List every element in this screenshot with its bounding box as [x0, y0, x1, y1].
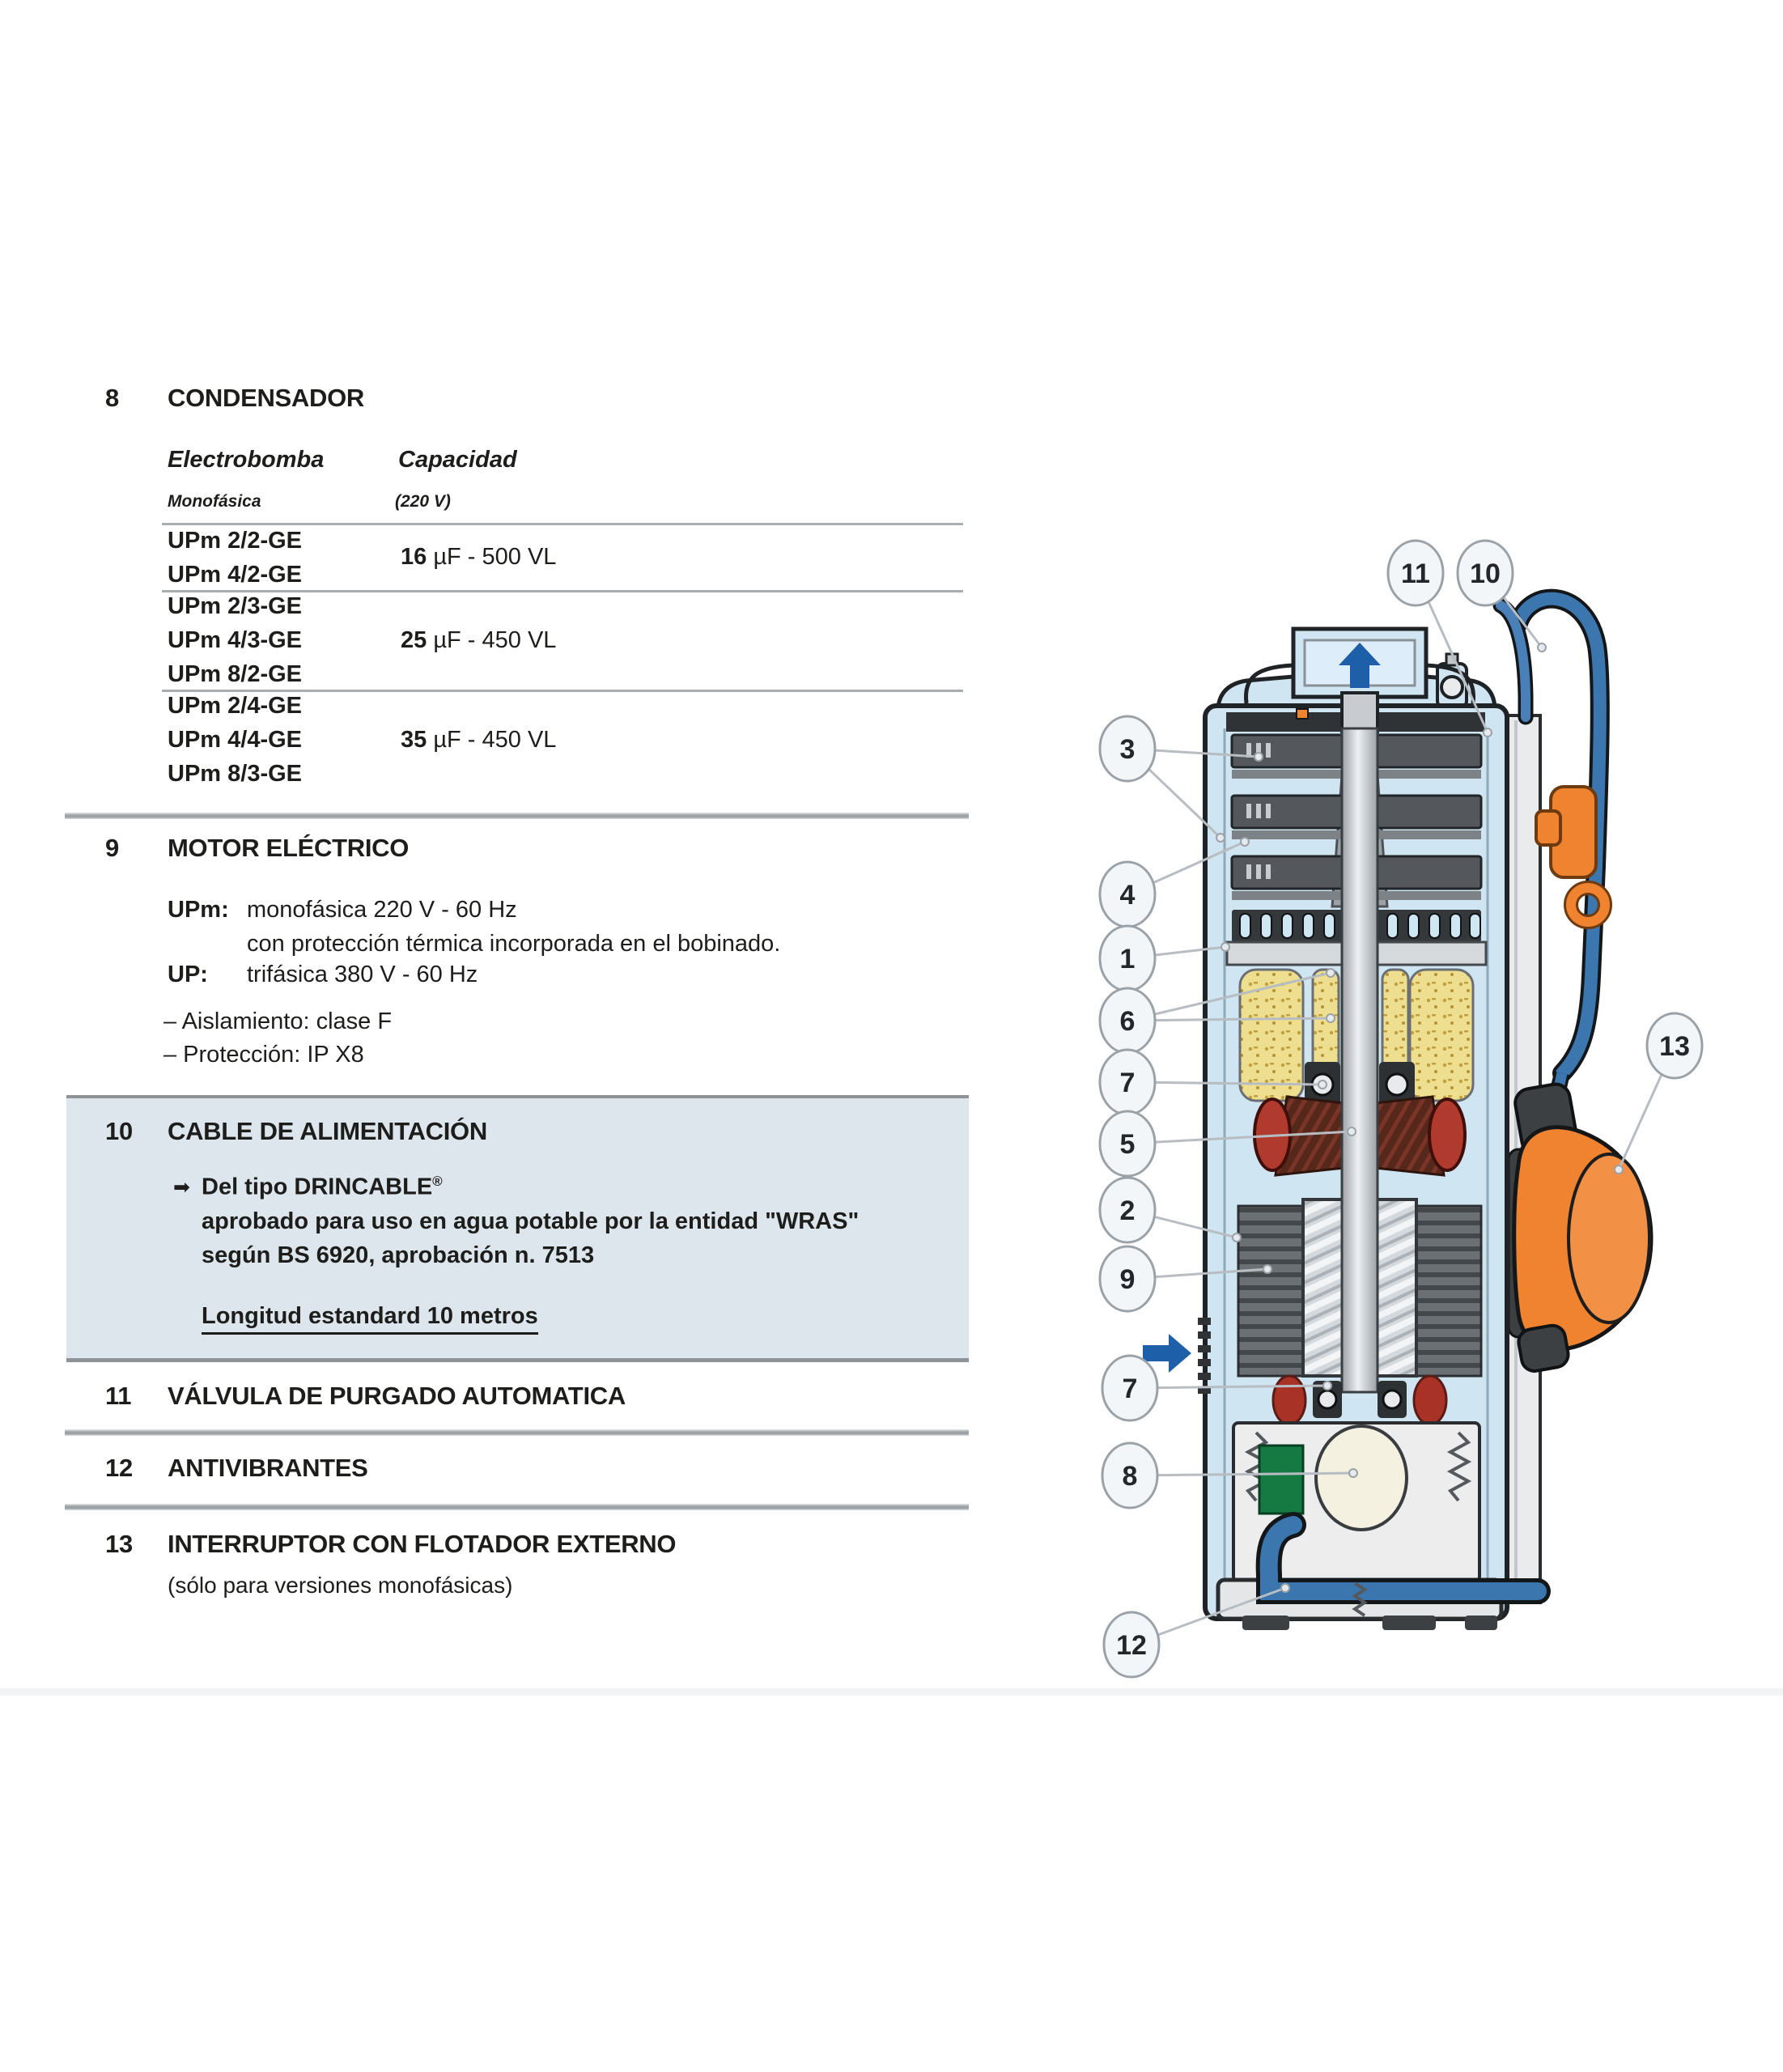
motor-upm-text: monofásica 220 V - 60 Hz	[247, 897, 517, 923]
callout-target-dot	[1318, 1081, 1327, 1089]
motor-upm-cont: con protección térmica incorporada en el bobinado.	[247, 931, 781, 957]
pump-model: UPm 2/2-GE	[168, 528, 302, 554]
pump-cutaway-diagram	[1085, 526, 1751, 1708]
table-rule	[162, 690, 963, 692]
section-8-heading	[105, 384, 364, 413]
motor-insulation: – Aislamiento: clase F	[163, 1008, 393, 1034]
pump-model: UPm 4/3-GE	[168, 627, 302, 653]
section-divider	[65, 813, 969, 819]
capacitor	[1316, 1426, 1407, 1530]
callout-target-dot	[1327, 969, 1335, 977]
table-subheader-voltage: (220 V)	[395, 492, 451, 511]
section-10-heading	[105, 1117, 487, 1146]
callout-number-8: 8	[1122, 1461, 1138, 1492]
section-number: 10	[105, 1117, 133, 1145]
callout-number-4: 4	[1119, 880, 1136, 911]
pump-model: UPm 4/2-GE	[168, 562, 302, 588]
section-9-heading	[105, 834, 409, 863]
arrow-bullet-icon: ➡	[173, 1176, 190, 1199]
callout-target-dot	[1233, 1233, 1241, 1242]
callout-number-2: 2	[1119, 1195, 1136, 1226]
section-12-heading	[105, 1454, 368, 1483]
callout-target-dot	[1281, 1584, 1289, 1592]
callout-number-3: 3	[1119, 734, 1136, 765]
callout-target-dot	[1263, 1265, 1271, 1273]
section-divider	[65, 1429, 969, 1436]
section-number: 12	[105, 1454, 133, 1482]
callout-target-dot	[1216, 834, 1225, 842]
pump-model: UPm 8/3-GE	[168, 761, 302, 787]
callout-target-dot	[1349, 1469, 1357, 1477]
callout-number-11: 11	[1401, 558, 1430, 589]
pump-model: UPm 8/2-GE	[168, 661, 302, 687]
capacitance-value: 35 µF - 450 VL	[401, 727, 557, 753]
section-11-heading	[105, 1382, 626, 1411]
motor-upm-label: UPm:	[168, 897, 229, 923]
shaft-nut	[1342, 693, 1378, 732]
section-number: 8	[105, 384, 119, 412]
callout-target-dot	[1254, 753, 1263, 761]
callout-target-dot	[1348, 1127, 1356, 1136]
capacitance-value: 25 µF - 450 VL	[401, 627, 557, 653]
callout-target-dot	[1323, 1382, 1331, 1390]
antivibration-foot	[1242, 1616, 1289, 1630]
cable-length-line: Longitud estandard 10 metros	[202, 1303, 538, 1335]
table-col-header-electrobomba: Electrobomba	[168, 447, 325, 473]
callout-number-13: 13	[1659, 1031, 1690, 1062]
callout-number-1: 1	[1119, 944, 1136, 974]
table-rule	[162, 590, 963, 592]
callout-target-dot	[1221, 943, 1229, 951]
callout-number-10: 10	[1470, 558, 1501, 589]
callout-number-9: 9	[1119, 1264, 1136, 1295]
callout-target-dot	[1327, 1014, 1335, 1022]
pump-model: UPm 2/3-GE	[168, 593, 302, 619]
callout-target-dot	[1241, 838, 1249, 846]
purge-valve	[1437, 654, 1467, 707]
callout-number-7: 7	[1122, 1374, 1138, 1404]
section-number: 11	[105, 1382, 132, 1410]
section-title: ANTIVIBRANTES	[168, 1454, 368, 1482]
callout-number-5: 5	[1119, 1129, 1136, 1160]
callout-number-12: 12	[1116, 1630, 1147, 1661]
section-title: CABLE DE ALIMENTACIÓN	[168, 1117, 487, 1145]
section-title: MOTOR ELÉCTRICO	[168, 834, 410, 862]
registered-mark: ®	[432, 1174, 443, 1189]
section-number: 13	[105, 1530, 133, 1558]
cable-standard-line: según BS 6920, aprobación n. 7513	[202, 1242, 595, 1268]
callout-target-dot	[1538, 643, 1546, 652]
antivibration-foot	[1382, 1616, 1436, 1630]
section-title: CONDENSADOR	[168, 384, 364, 412]
terminal-block	[1259, 1446, 1303, 1514]
motor-protection: – Protección: IP X8	[163, 1042, 364, 1068]
section-number: 9	[105, 834, 119, 862]
section-title: VÁLVULA DE PURGADO AUTOMATICA	[168, 1382, 626, 1410]
section-13-heading	[105, 1530, 676, 1559]
section-title: INTERRUPTOR CON FLOTADOR EXTERNO	[168, 1530, 677, 1558]
table-subheader-monofasica: Monofásica	[168, 492, 261, 511]
pump-model: UPm 2/4-GE	[168, 693, 302, 719]
section-divider	[65, 1504, 969, 1510]
table-rule	[162, 523, 963, 525]
callout-number-7: 7	[1119, 1068, 1136, 1098]
callout-target-dot	[1484, 728, 1492, 737]
discharge-outlet	[1293, 629, 1426, 697]
table-col-header-capacidad: Capacidad	[398, 447, 517, 473]
callout-number-6: 6	[1119, 1006, 1136, 1037]
callout-target-dot	[1615, 1166, 1623, 1174]
motor-shaft	[1342, 728, 1378, 1392]
motor-up-label: UP:	[168, 962, 208, 987]
cable-approved-line: aprobado para uso en agua potable por la entidad "WRAS"	[202, 1208, 860, 1234]
cable-type-line: Del tipo DRINCABLE®	[202, 1174, 443, 1200]
section-13-note: (sólo para versiones monofásicas)	[168, 1573, 513, 1598]
antivibration-foot	[1465, 1616, 1497, 1630]
capacitance-value: 16 µF - 500 VL	[401, 544, 557, 570]
motor-up-text: trifásica 380 V - 60 Hz	[247, 962, 478, 987]
float-switch	[1509, 1073, 1651, 1373]
pump-model: UPm 4/4-GE	[168, 727, 302, 753]
